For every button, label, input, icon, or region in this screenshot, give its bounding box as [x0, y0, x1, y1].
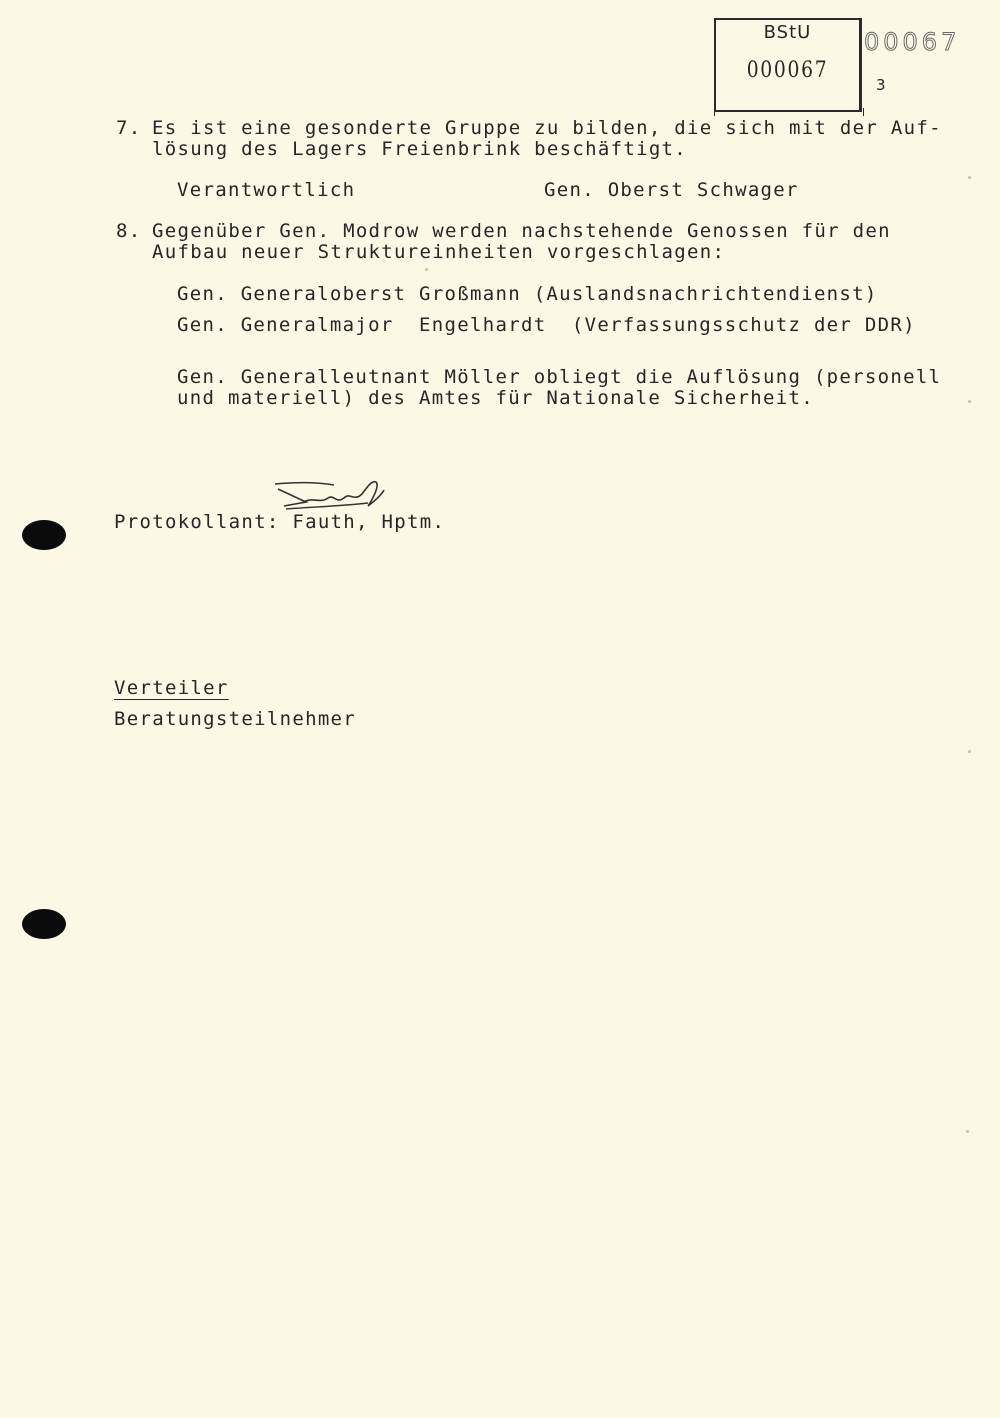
item-7-line-2: lösung des Lagers Freienbrink beschäftigt. — [152, 138, 688, 160]
item-7-line-1: Es ist eine gesonderte Gruppe zu bilden, die sich mit der Auf- — [152, 117, 942, 139]
paper-speck — [968, 176, 971, 179]
archive-stamp — [714, 18, 862, 112]
handwritten-signature — [272, 476, 392, 516]
item-8-line-2: Aufbau neuer Struktureinheiten vorgeschlagen: — [152, 241, 726, 263]
item-7-number: 7. — [116, 117, 142, 139]
proposal-engelhardt: Gen. Generalmajor Engelhardt (Verfassungsschutz der DDR) — [177, 314, 916, 336]
paper-speck — [425, 268, 428, 271]
distribution-recipient: Beratungsteilnehmer — [114, 708, 357, 730]
responsible-label: Verantwortlich — [177, 179, 356, 201]
stamp-tick-marks — [714, 108, 864, 116]
punch-hole-lower — [22, 909, 66, 939]
stamp-number: 000067 — [746, 58, 829, 83]
paper-speck — [968, 750, 971, 753]
note-line-1: Gen. Generalleutnant Möller obliegt die Auflösung (personell — [177, 366, 942, 388]
item-8-line-1: Gegenüber Gen. Modrow werden nachstehende Genossen für den — [152, 220, 891, 242]
punch-hole-upper — [22, 520, 66, 550]
distribution-heading: Verteiler — [114, 677, 229, 699]
page-number: 3 — [876, 76, 886, 94]
proposal-grossmann: Gen. Generaloberst Großmann (Auslandsnachrichtendienst) — [177, 283, 878, 305]
protocol-author: Protokollant: Fauth, Hptm. — [114, 511, 446, 533]
note-line-2: und materiell) des Amtes für Nationale Sicherheit. — [177, 387, 814, 409]
item-8-number: 8. — [116, 220, 142, 242]
paper-speck — [966, 1130, 969, 1133]
handwritten-folio-number: 00067 — [864, 28, 961, 56]
responsible-name: Gen. Oberst Schwager — [544, 179, 799, 201]
paper-speck — [968, 400, 971, 403]
stamp-title: BStU — [763, 22, 812, 43]
